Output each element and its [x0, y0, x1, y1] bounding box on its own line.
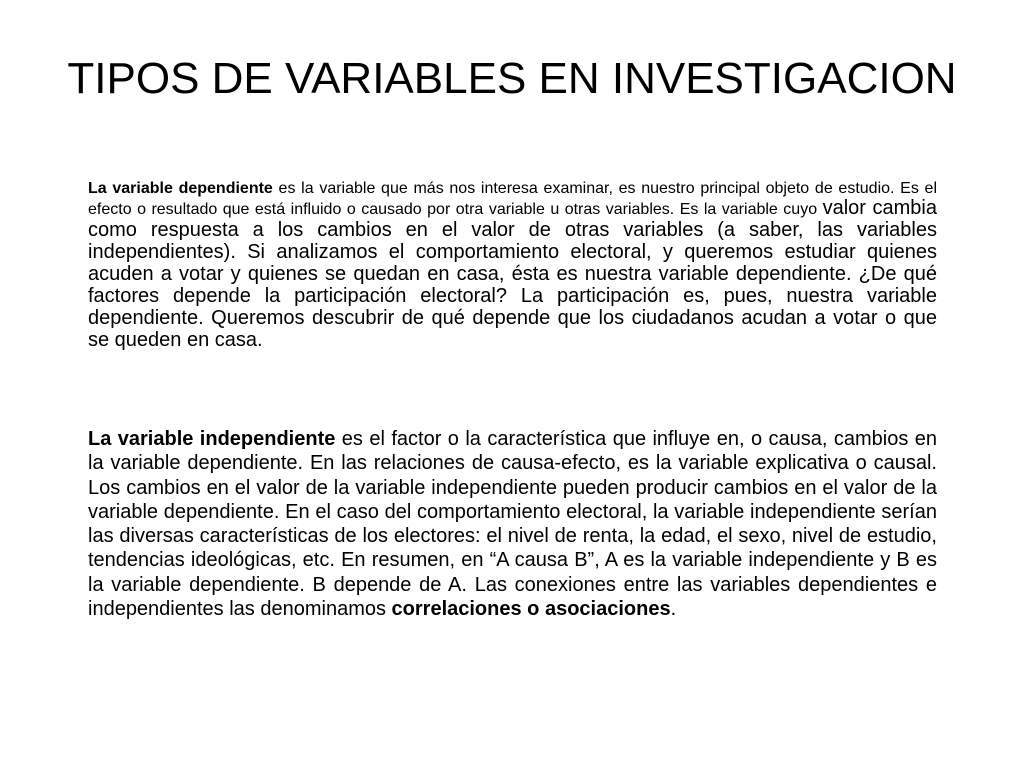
slide-title: TIPOS DE VARIABLES EN INVESTIGACION	[67, 54, 957, 103]
dependent-variable-intro-text: es la variable que más nos interesa examinar, es nuestro principal objeto de estudio. Es el efecto o resultado que está influido o causado por otra variable u otras variables. Es la variable cuyo	[88, 180, 938, 218]
paragraph-dependent-variable	[88, 180, 937, 351]
paragraph-independent-variable	[88, 427, 937, 621]
correlations-term: correlaciones o asociaciones	[391, 598, 671, 621]
slide-body	[88, 180, 937, 621]
dependent-variable-term: La variable dependiente	[88, 180, 273, 197]
dependent-variable-main-text: valor cambia como respuesta a los cambios en el valor de otras variables (a saber, las variables independientes). Si analizamos el comportamiento electoral, y queremos estudiar quienes acuden a votar y quienes se quedan en casa, ésta es nuestra variable dependiente. ¿De qué factores depende la participación electoral? La participación es, pues, nuestra variable dependiente. Queremos descubrir de qué depende que los ciudadanos acudan a votar o que se queden en casa.	[88, 197, 937, 351]
independent-variable-term: La variable independiente	[88, 428, 336, 450]
paragraph-end-period: .	[670, 598, 677, 621]
independent-variable-text: es el factor o la característica que influye en, o causa, cambios en la variable dependiente. En las relaciones de causa-efecto, es la variable explicativa o causal. Los cambios en el valor de la variable independiente pueden producir cambios en el valor de la variable dependiente. En el caso del comportamiento electoral, la variable independiente serían las diversas características de los electores: el nivel de renta, la edad, el sexo, nivel de estudio, tendencias ideológicas, etc. En resumen, en “A causa B”, A es la variable independiente y B es la variable dependiente. B depende de A. Las conexiones entre las variables dependientes e independientes las denominamos	[88, 428, 938, 621]
